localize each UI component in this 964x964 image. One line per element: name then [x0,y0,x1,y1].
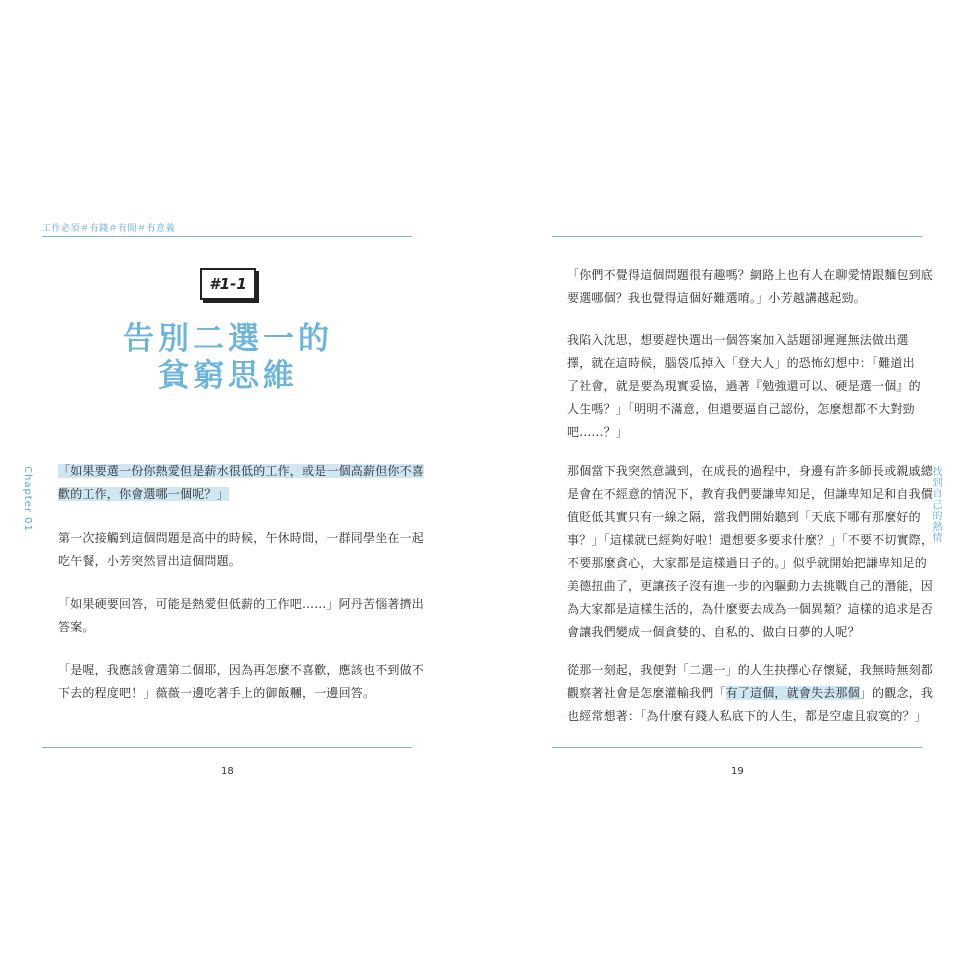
text-line: 不要那麼貪心，大家都是這樣過日子的。」似乎就開始把謙卑知足的 [567,556,928,570]
section-title-line2: 貧窮思維 [158,358,298,394]
text-line: 「你們不覺得這個問題很有趣嗎？網路上也有人在聊愛情跟麵包到底 [567,268,934,282]
page-number-right: 19 [731,766,744,777]
left-paragraph-1 [58,527,424,573]
right-paragraph-2 [567,329,921,444]
text-line: 擇，就在這時候，腦袋瓜掉入「登大人」的恐怖幻想中：「難道出 [567,356,915,370]
text-line: 那個當下我突然意識到，在成長的過程中，身邊有許多師長或親戚總 [567,464,934,478]
section-badge: #1-1 [200,268,256,300]
left-paragraph-3 [58,659,424,705]
right-top-rule [552,236,922,237]
highlighted-phrase: 有了這個，就會失去那個 [725,686,860,700]
quote-line: 「如果要選一份你熱愛但是薪水很低的工作，或是一個高薪但你不喜 [58,464,425,478]
text-line: 為大家都是這樣生活的，為什麼要去成為一個異類？這樣的追求是否 [567,602,934,616]
section-title-line1: 告別二選一的 [123,321,333,357]
text-line: 吃午餐，小芳突然冒出這個問題。 [58,554,242,568]
quote-line: 歡的工作，你會選哪一個呢？」 [58,487,229,501]
chapter-side-label-right: 找到自己的熱情 [930,466,941,543]
right-paragraph-4 [567,659,933,728]
text-line: 會讓我們變成一個貪婪的、自私的、做白日夢的人呢？ [567,625,860,639]
chapter-header-tags: 工作必須＃有錢＃有閒＃有意義 [42,224,176,234]
text-line: 我陷入沈思，想要趕快選出一個答案加入話題卻遲遲無法做出選 [567,333,909,347]
intro-quote [58,460,424,506]
left-paragraph-2 [58,593,424,639]
text-line: 值貶低其實只有一線之隔，當我們開始聽到「天底下哪有那麼好的 [567,510,921,524]
text-segment: 觀察著社會是怎麼灌輸我們「 [567,686,726,700]
text-line: 第一次接觸到這個問題是高中的時候，午休時間，一群同學坐在一起 [58,531,425,545]
text-line: 要選哪個？我也覺得這個好難選唷。」小芳越講越起勁。 [567,291,867,305]
chapter-side-label: Chapter 01 [22,466,33,532]
text-line: 也經常想著：「為什麼有錢人私底下的人生，都是空虛且寂寞的？」 [567,709,928,723]
text-line: 美德扭曲了，更讓孩子沒有進一步的內驅動力去挑戰自己的潛能，因 [567,579,934,593]
right-paragraph-3 [567,460,933,644]
left-bottom-rule [42,747,412,748]
left-top-rule [42,236,412,237]
right-paragraph-1 [567,264,933,310]
text-line: 是會在不經意的情況下，教育我們要謙卑知足，但謙卑知足和自我價 [567,487,934,501]
text-line: 答案。 [58,620,95,634]
text-line: 人生嗎？」「明明不滿意，但還要逼自己認份，怎麼想都不大對勁 [567,402,915,416]
text-line: 「是喔，我應該會選第二個耶，因為再怎麼不喜歡，應該也不到做不 [58,663,425,677]
text-line: 下去的程度吧！」薇薇一邊吃著手上的御飯糰，一邊回答。 [58,686,376,700]
text-segment: 」的觀念，我 [859,686,934,700]
text-line: 從那一刻起，我便對「二選一」的人生抉擇心存懷疑，我無時無刻都 [567,663,934,677]
right-bottom-rule [552,747,922,748]
text-line: 吧……？」 [567,425,629,439]
text-line: 了社會，就是要為現實妥協，過著『勉強還可以、硬是選一個』的 [567,379,921,393]
page-number-left: 18 [221,766,234,777]
text-line: 事？」「這樣就已經夠好啦！還想要多要求什麼？」「不要不切實際， [567,533,934,547]
text-line: 「如果硬要回答，可能是熱愛但低薪的工作吧……」阿丹苦惱著擠出 [58,597,425,611]
text-line-with-highlight [567,682,933,705]
